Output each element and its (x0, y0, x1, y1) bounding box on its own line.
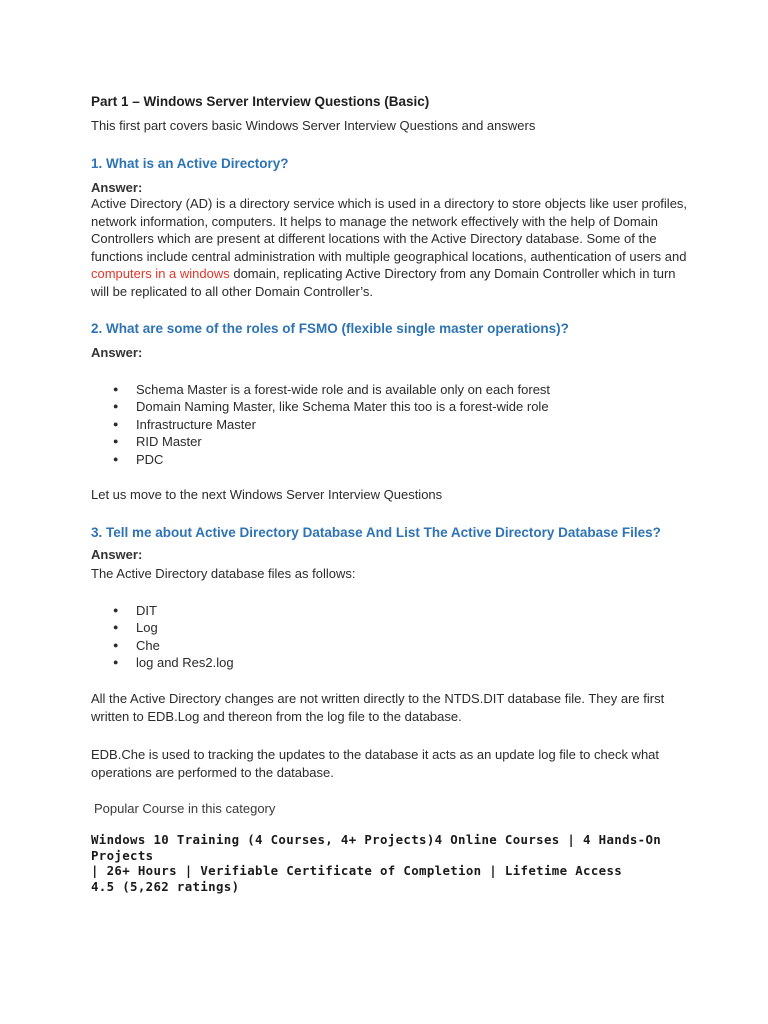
bullet-icon: ● (113, 657, 119, 668)
question-1-answer-label: Answer: (91, 180, 143, 195)
list-item-text: log and Res2.log (136, 655, 234, 671)
list-item-text: RID Master (136, 434, 202, 450)
list-item (113, 381, 673, 398)
bullet-icon: ● (113, 436, 119, 447)
course-promo[interactable] (91, 832, 691, 894)
list-item-text: DIT (136, 603, 157, 618)
bullet-icon: ● (113, 401, 119, 412)
bullet-icon: ● (113, 384, 119, 394)
bullet-icon: ● (113, 605, 119, 615)
question-2-heading: 2. What are some of the roles of FSMO (flexible single master operations)? (91, 321, 569, 336)
question-3-heading: 3. Tell me about Active Directory Database And List The Active Directory Database Files? (91, 525, 661, 540)
course-details-line: | 26+ Hours | Verifiable Certificate of Completion | Lifetime Access (91, 863, 623, 878)
part-title: Part 1 – Windows Server Interview Questions (Basic) (91, 94, 430, 109)
fsmo-roles-list (113, 381, 673, 468)
bullet-icon: ● (113, 418, 119, 429)
answer-text-part: Active Directory (AD) is a directory service which is used in a directory to store objects like user profiles, network information, computers. It helps to manage the network effectively with the help of Domain Controllers which are present at different locations with the Active Directory database. Some of the functions include central administration with multiple geographical locations, authentication of users and (91, 196, 688, 264)
list-item (113, 637, 673, 654)
computers-in-windows-link[interactable]: computers in a windows (91, 266, 230, 282)
list-item (113, 654, 673, 671)
answer-text-part: domain, replicating Active Directory from any Domain Controller which in turn will be replicated to all other Domain Controller’s. (91, 266, 676, 299)
list-item (113, 398, 673, 415)
list-item-text: Domain Naming Master, like Schema Mater this too is a forest-wide role (136, 399, 549, 415)
question-3-paragraph-2: EDB.Che is used to tracking the updates to the database it acts as an update log file to check what operations are performed to the database. (91, 747, 660, 780)
bullet-icon: ● (113, 639, 119, 650)
bullet-icon: ● (113, 622, 119, 633)
question-3-answer-label: Answer: (91, 547, 143, 562)
followup-text: Let us move to the next Windows Server Interview Questions (91, 487, 443, 502)
list-item (113, 602, 673, 619)
question-3-intro: The Active Directory database files as follows: (91, 566, 356, 581)
list-item-text: Che (136, 637, 160, 653)
database-files-list (113, 602, 673, 672)
popular-course-label: Popular Course in this category (94, 801, 276, 816)
list-item-text: PDC (136, 451, 164, 467)
list-item (113, 619, 673, 636)
question-3-paragraph-1: All the Active Directory changes are not written directly to the NTDS.DIT database file. They are first written to EDB.Log and thereon from the log file to the database. (91, 691, 665, 724)
question-2-answer-label: Answer: (91, 345, 143, 360)
bullet-icon: ● (113, 453, 119, 464)
list-item-text: Schema Master is a forest-wide role and is available only on each forest (136, 382, 551, 397)
list-item-text: Log (136, 620, 158, 636)
list-item (113, 433, 673, 450)
intro-text: This first part covers basic Windows Server Interview Questions and answers (91, 118, 536, 133)
list-item-text: Infrastructure Master (136, 416, 256, 432)
list-item (113, 416, 673, 433)
question-1-answer-text (91, 195, 691, 301)
course-rating: 4.5 (5,262 ratings) (91, 878, 240, 894)
course-title-line: Windows 10 Training (4 Courses, 4+ Projects)4 Online Courses | 4 Hands-On Projects (91, 832, 662, 863)
question-1-heading: 1. What is an Active Directory? (91, 156, 289, 171)
list-item (113, 451, 673, 468)
